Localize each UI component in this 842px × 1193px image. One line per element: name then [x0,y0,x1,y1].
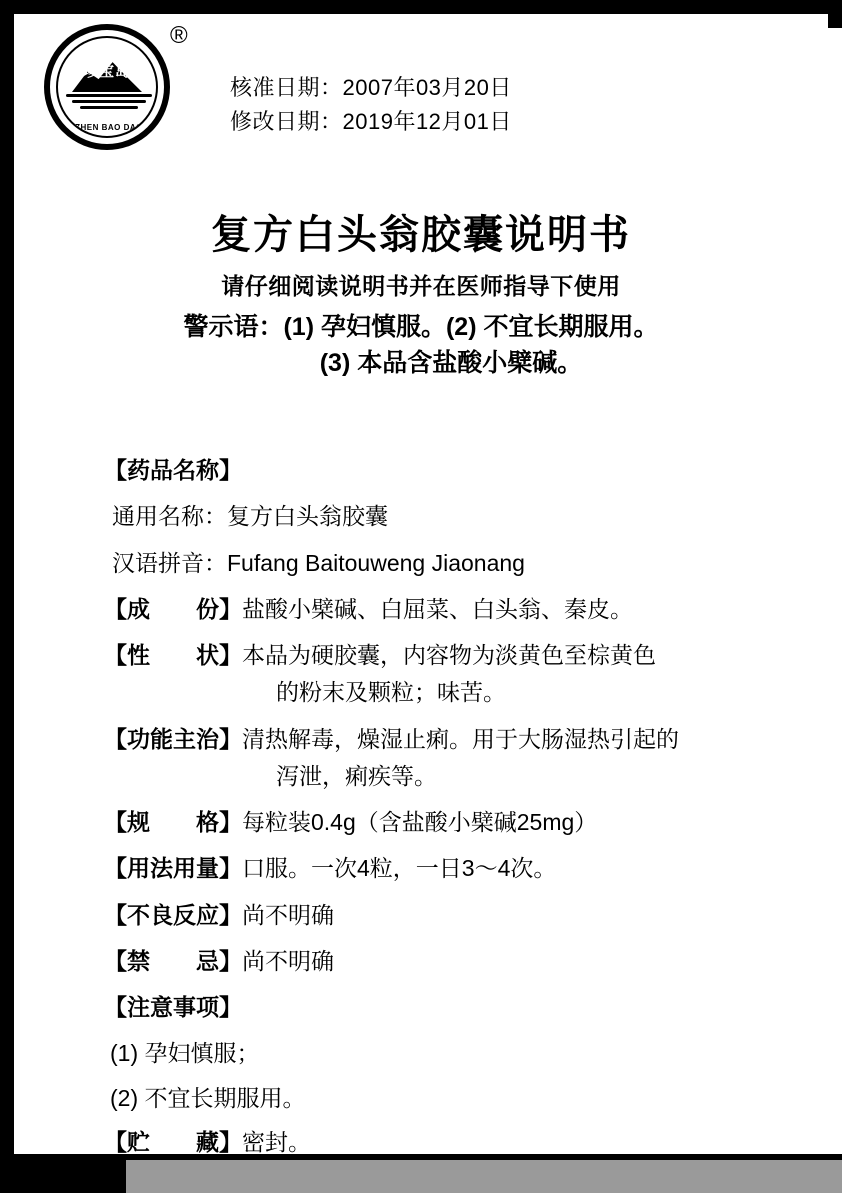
section-adverse-reactions-value: 尚不明确 [242,901,334,928]
section-dosage-value: 口服。一次4粒，一日3～4次。 [242,855,557,882]
section-indication-value-line2: 泻泄，痢疾等。 [276,762,437,789]
section-adverse-reactions-label: 【不良反应】 [104,901,242,928]
section-contraindications [104,943,784,980]
section-storage-value: 密封。 [242,1128,311,1155]
logo-brand-en: ZHEN BAO DAO [75,123,143,132]
title-block [30,210,812,382]
warning-text [30,309,812,382]
section-ingredients-value: 盐酸小檗碱、白屈菜、白头翁、秦皮。 [242,595,633,622]
warning-line-1: 警示语：(1) 孕妇慎服。(2) 不宜长期服用。 [183,313,659,341]
registered-trademark-icon: ® [170,22,188,49]
section-storage-label: 【贮 藏】 [104,1128,242,1155]
section-property-label: 【性 状】 [104,642,242,668]
approval-date: 核准日期：2007年03月20日 [230,75,512,100]
section-precautions-label: 【注意事项】 [104,994,242,1020]
section-indication-value [242,721,784,796]
waves-icon [66,94,152,110]
section-indication [104,721,784,796]
section-contraindications-value: 尚不明确 [242,947,334,974]
page-subtitle: 请仔细阅读说明书并在医师指导下使用 [221,273,621,299]
generic-name: 通用名称：复方白头翁胶囊 [112,503,388,530]
pinyin-name: 汉语拼音：Fufang Baitouweng Jiaonang [112,549,525,576]
section-property-value-line1: 本品为硬胶囊，内容物为淡黄色至棕黄色 [242,642,656,668]
logo-inner-circle [56,36,158,138]
document-content [104,452,784,1170]
section-ingredients [104,591,784,628]
section-ingredients-label: 【成 份】 [104,595,242,622]
document-header [30,16,790,166]
section-specification-label: 【规 格】 [104,809,242,835]
section-storage [104,1124,784,1161]
section-adverse-reactions [104,897,784,934]
section-dosage-label: 【用法用量】 [104,855,242,882]
precaution-item-2: (2) 不宜长期服用。 [110,1084,306,1111]
precaution-item-1: (1) 孕妇慎服； [110,1040,260,1067]
section-property-value-line2: 的粉末及颗粒；味苦。 [276,679,506,706]
company-logo [44,22,188,160]
section-property-value [242,637,784,712]
warning-line-2: (3) 本品含盐酸小檗碱。 [319,349,583,378]
logo-brand-cn: 珍宝岛 [82,63,132,80]
section-contraindications-label: 【禁 忌】 [104,947,242,974]
section-indication-label: 【功能主治】 [104,725,242,752]
page-title: 复方白头翁胶囊说明书 [211,213,631,257]
section-dosage [104,850,784,887]
revision-date: 修改日期：2019年12月01日 [230,109,512,135]
section-specification-value: 每粒装0.4g（含盐酸小檗碱25mg） [242,809,598,835]
approval-dates [230,71,512,139]
section-drug-name-label: 【药品名称】 [104,457,242,483]
section-property [104,637,784,712]
section-indication-value-line1: 清热解毒，燥湿止痢。用于大肠湿热引起的 [242,725,679,752]
section-specification [104,804,784,841]
